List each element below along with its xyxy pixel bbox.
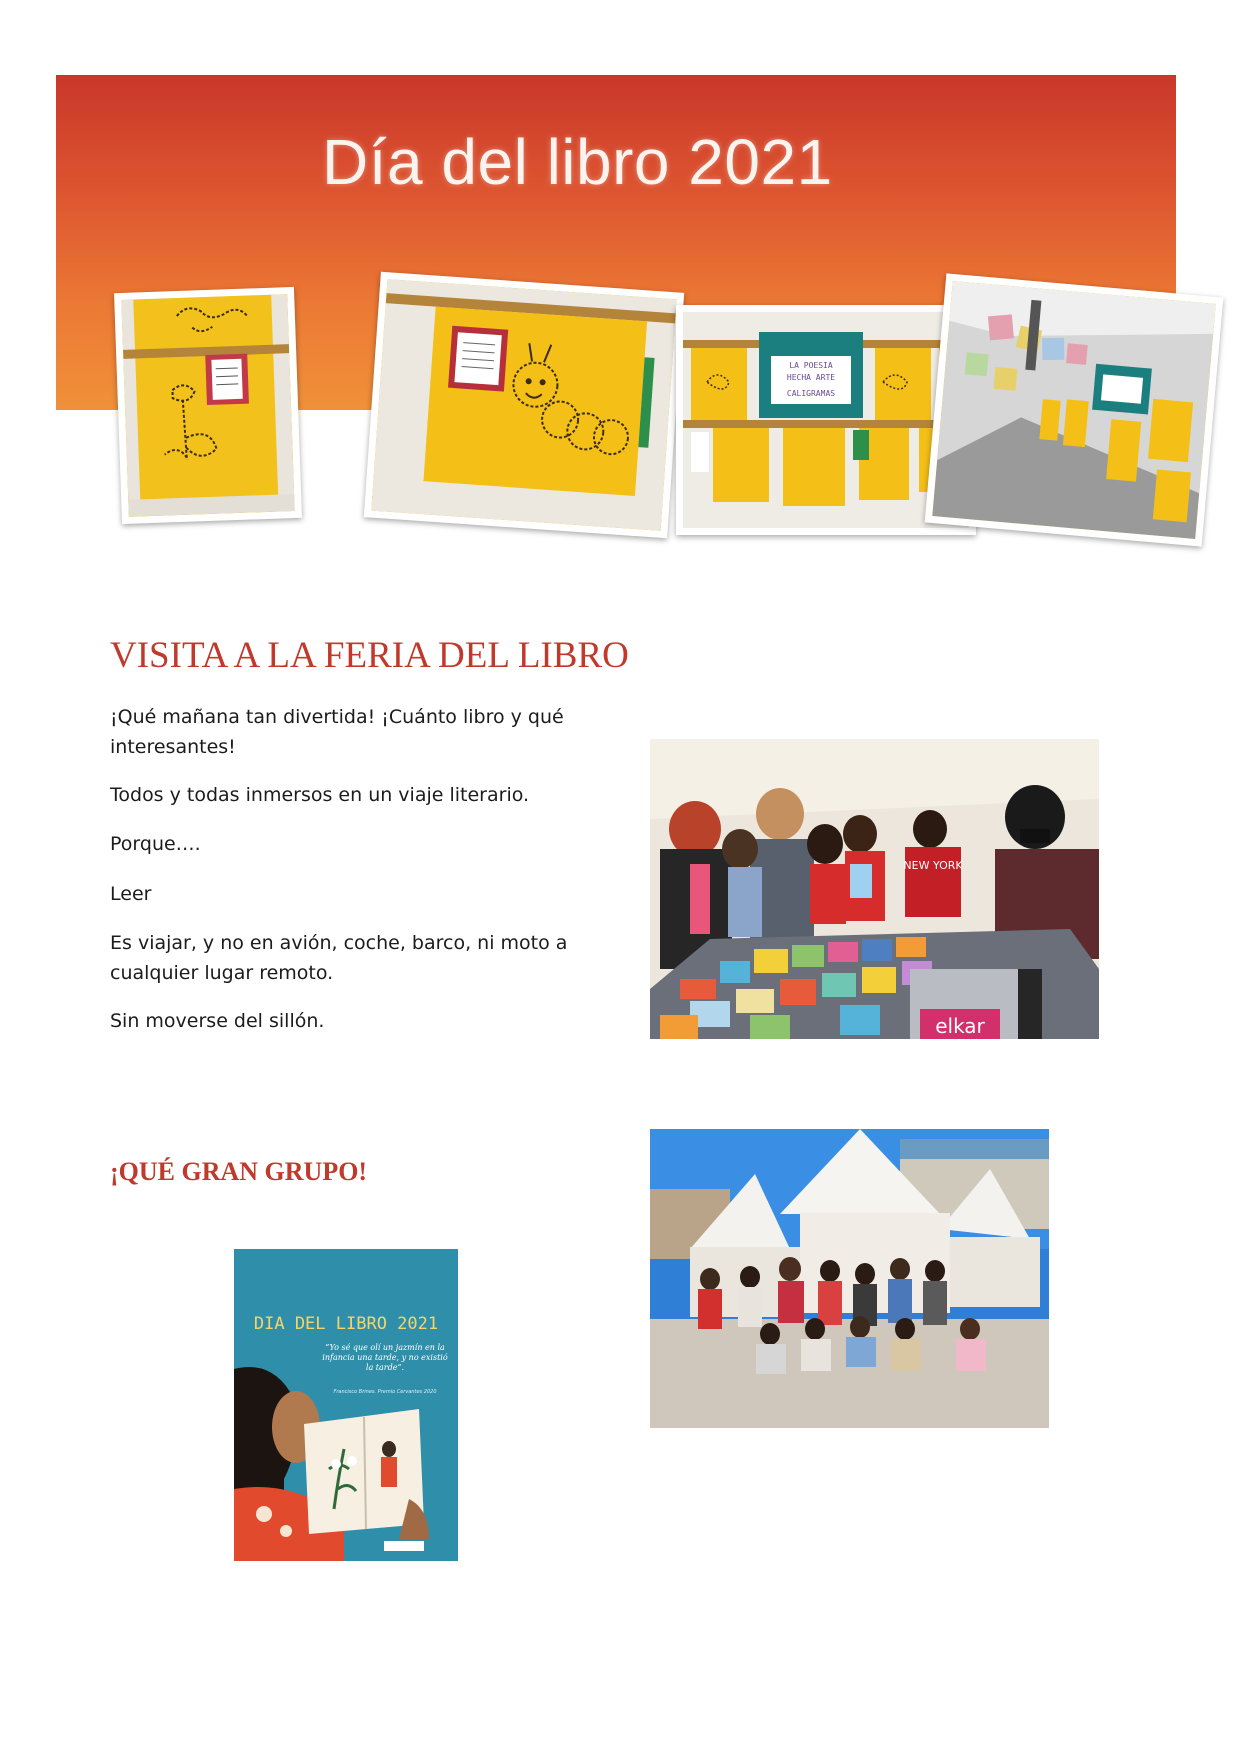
header-photo-caterpillar <box>364 272 684 539</box>
poster-title: DIA DEL LIBRO 2021 <box>253 1314 439 1334</box>
sign-line-3: CALIGRAMAS <box>786 389 836 398</box>
paragraph-6: Sin moverse del sillón. <box>110 1010 325 1032</box>
hallway-image <box>932 281 1216 539</box>
page-title: Día del libro 2021 <box>322 126 833 198</box>
poster-quote: “Yo sé que olí un jazmín en la infancia una tarde, y no existió la tarde”. <box>322 1343 448 1372</box>
svg-text:NEW YORK: NEW YORK <box>903 859 963 872</box>
sign-line-2: HECHA ARTE <box>786 373 836 382</box>
book-fair-photo <box>650 739 1099 1039</box>
paragraph-4: Leer <box>110 883 152 905</box>
paragraph-1: ¡Qué mañana tan divertida! ¡Cuánto libro y qué interesantes! <box>110 706 564 758</box>
flower-drawing-image <box>121 294 294 517</box>
caterpillar-drawing-image <box>371 279 676 531</box>
header-photo-hallway <box>925 273 1224 546</box>
sign-line-1: LA POESIA <box>789 361 833 370</box>
section-heading-feria: VISITA A LA FERIA DEL LIBRO <box>110 635 629 676</box>
dia-del-libro-poster <box>234 1249 458 1561</box>
poster-author: Francisco Brines. Premio Cervantes 2020 <box>333 1389 437 1395</box>
section-heading-grupo: ¡QUÉ GRAN GRUPO! <box>110 1157 368 1186</box>
stand-logo: elkar <box>935 1014 985 1038</box>
paragraph-2: Todos y todas inmersos en un viaje literario. <box>110 784 530 806</box>
paragraph-5: Es viajar, y no en avión, coche, barco, ni moto a cualquier lugar remoto. <box>110 932 568 984</box>
group-photo <box>650 1129 1049 1428</box>
header-photo-flower <box>114 287 302 524</box>
paragraph-3: Porque…. <box>110 833 201 855</box>
